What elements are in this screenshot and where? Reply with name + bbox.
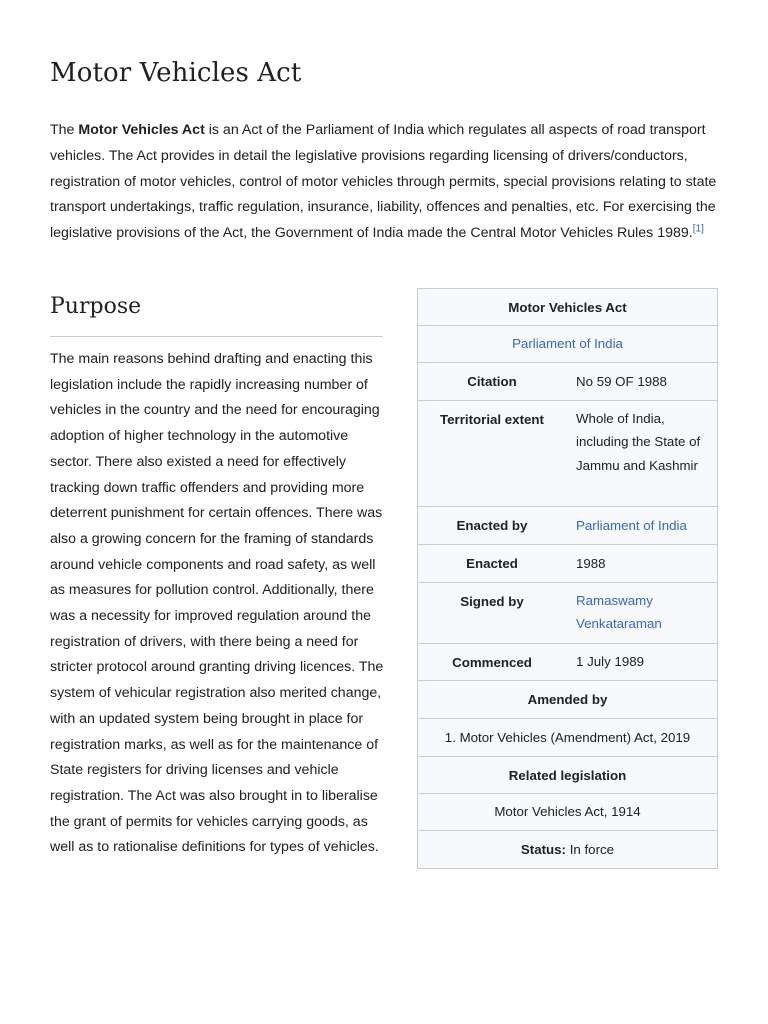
infobox-status-value: In force: [569, 841, 615, 857]
infobox-title: Motor Vehicles Act: [508, 299, 627, 315]
infobox-citation-label: Citation: [418, 363, 567, 401]
infobox-amended-by-item: 1. Motor Vehicles (Amendment) Act, 2019: [418, 719, 718, 757]
infobox-status-label: Status:: [520, 841, 566, 857]
intro-body: is an Act of the Parliament of India which regulates all aspects of road transport vehicles. The Act provides in detail the legislative provisions regarding licensing of drivers/conductors, registration of motor vehicles, control of motor vehicles through permits, special provisions relating to state transport undertakings, traffic regulation, insurance, liability, offences and penalties, etc. For exercising the legislative provisions of the Act, the Government of India made the Central Motor Vehicles Rules 1989.: [50, 122, 717, 242]
infobox-amended-by-heading: Amended by: [418, 681, 718, 719]
infobox-legislature-link[interactable]: Parliament of India: [512, 336, 623, 351]
infobox-legislature-cell: [418, 326, 718, 363]
infobox-related-item: Motor Vehicles Act, 1914: [418, 794, 718, 831]
infobox-territorial-value: Whole of India, including the State of Jammu and Kashmir: [566, 401, 718, 507]
infobox-related-heading: Related legislation: [418, 757, 718, 794]
page-title: Motor Vehicles Act: [50, 58, 302, 88]
infobox-enacted-by-label: Enacted by: [418, 507, 567, 545]
infobox-enacted-by-cell: [566, 507, 718, 545]
infobox-enacted-by-link[interactable]: Parliament of India: [576, 517, 687, 533]
intro-paragraph: [50, 118, 718, 247]
reference-link[interactable]: [1]: [692, 223, 704, 235]
infobox-signed-by-cell: [566, 583, 718, 644]
infobox-commenced-label: Commenced: [418, 644, 567, 681]
section-heading-purpose: Purpose: [50, 288, 383, 337]
infobox-signed-by-label: Signed by: [418, 583, 567, 644]
infobox-commenced-value: 1 July 1989: [566, 644, 718, 681]
infobox-citation-value: No 59 OF 1988: [566, 363, 718, 401]
infobox-signed-by-link[interactable]: Ramaswamy Venkataraman: [576, 593, 662, 632]
infobox-enacted-value: 1988: [566, 545, 718, 583]
intro-prefix: The: [50, 122, 79, 138]
infobox-status-cell: [418, 831, 718, 869]
infobox: [417, 288, 718, 869]
infobox-enacted-label: Enacted: [418, 545, 567, 583]
intro-bold-term: Motor Vehicles Act: [78, 122, 205, 138]
infobox-territorial-label: Territorial extent: [418, 401, 567, 507]
purpose-paragraph: The main reasons behind drafting and enacting this legislation include the rapidly increasing number of vehicles in the country and the need for encouraging adoption of higher technology in the automotive sector. There also existed a need for effectively tracking down traffic offenders and providing more deterrent punishment for certain offences. There was also a growing concern for the framing of standards around vehicle components and road safety, as well as measures for pollution control. Additionally, there was a necessity for improved regulation around the registration of drivers, with there being a need for stricter protocol around granting driving licences. The system of vehicular registration also merited change, with an updated system being brought in place for registration marks, as well as for the maintenance of State registers for driving licenses and vehicle registration. The Act was also brought in to liberalise the grant of permits for vehicles carrying goods, as well as to rationalise definitions for types of vehicles.: [50, 351, 384, 856]
